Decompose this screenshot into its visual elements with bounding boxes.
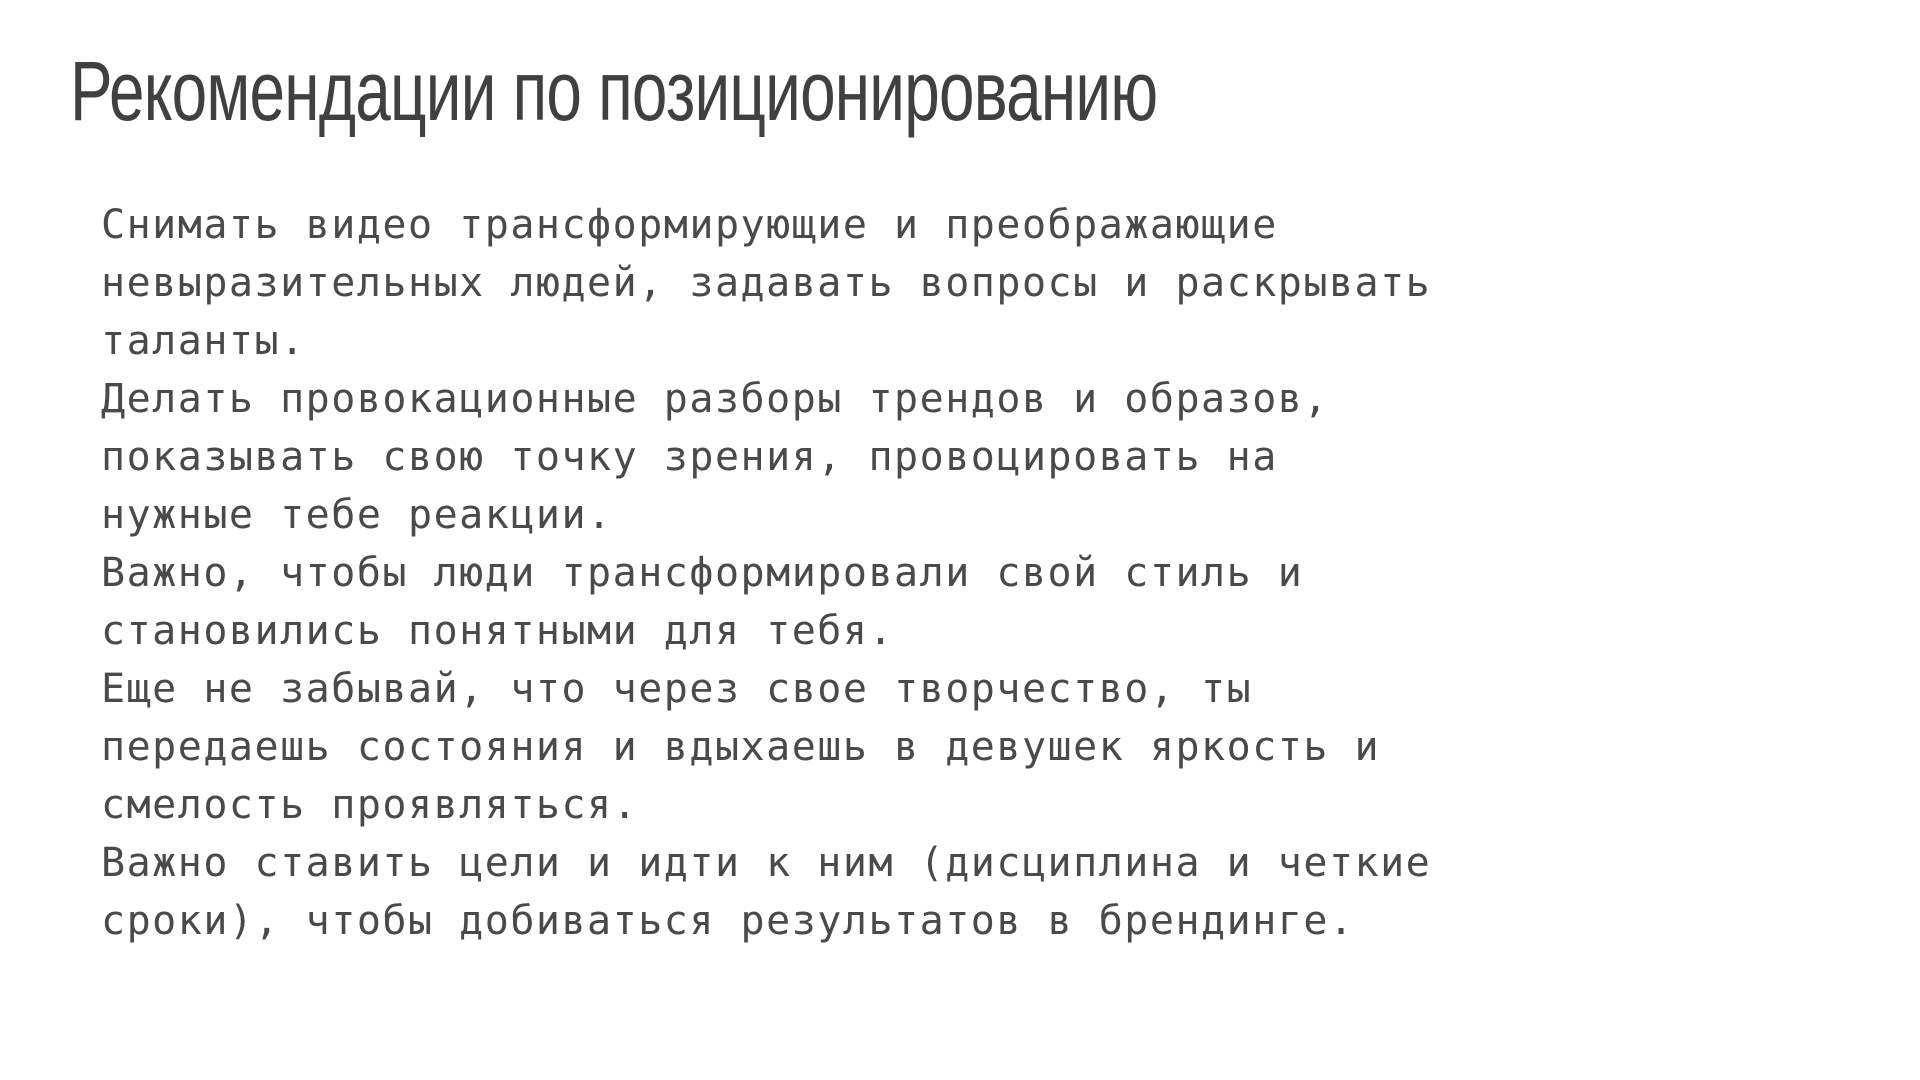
body-line: Делать провокационные разборы трендов и образов, xyxy=(101,376,1329,422)
body-line: показывать свою точку зрения, провоцировать на xyxy=(101,434,1278,480)
body-line: таланты. xyxy=(101,318,306,364)
body-line: Еще не забывай, что через свое творчество, ты xyxy=(101,666,1253,712)
slide-title: Рекомендации по позиционированию xyxy=(70,44,1158,138)
body-line: Снимать видео трансформирующие и преображающие xyxy=(101,202,1278,248)
body-line: сроки), чтобы добиваться результатов в брендинге. xyxy=(101,898,1355,944)
body-line: передаешь состояния и вдыхаешь в девушек яркость и xyxy=(101,724,1381,770)
slide-body xyxy=(101,196,1821,950)
body-line: Важно, чтобы люди трансформировали свой стиль и xyxy=(101,550,1304,596)
body-line: Важно ставить цели и идти к ним (дисциплина и четкие xyxy=(101,840,1432,886)
body-line: нужные тебе реакции. xyxy=(101,492,613,538)
body-line: смелость проявляться. xyxy=(101,782,639,828)
body-line: невыразительных людей, задавать вопросы и раскрывать xyxy=(101,260,1432,306)
body-line: становились понятными для тебя. xyxy=(101,608,895,654)
